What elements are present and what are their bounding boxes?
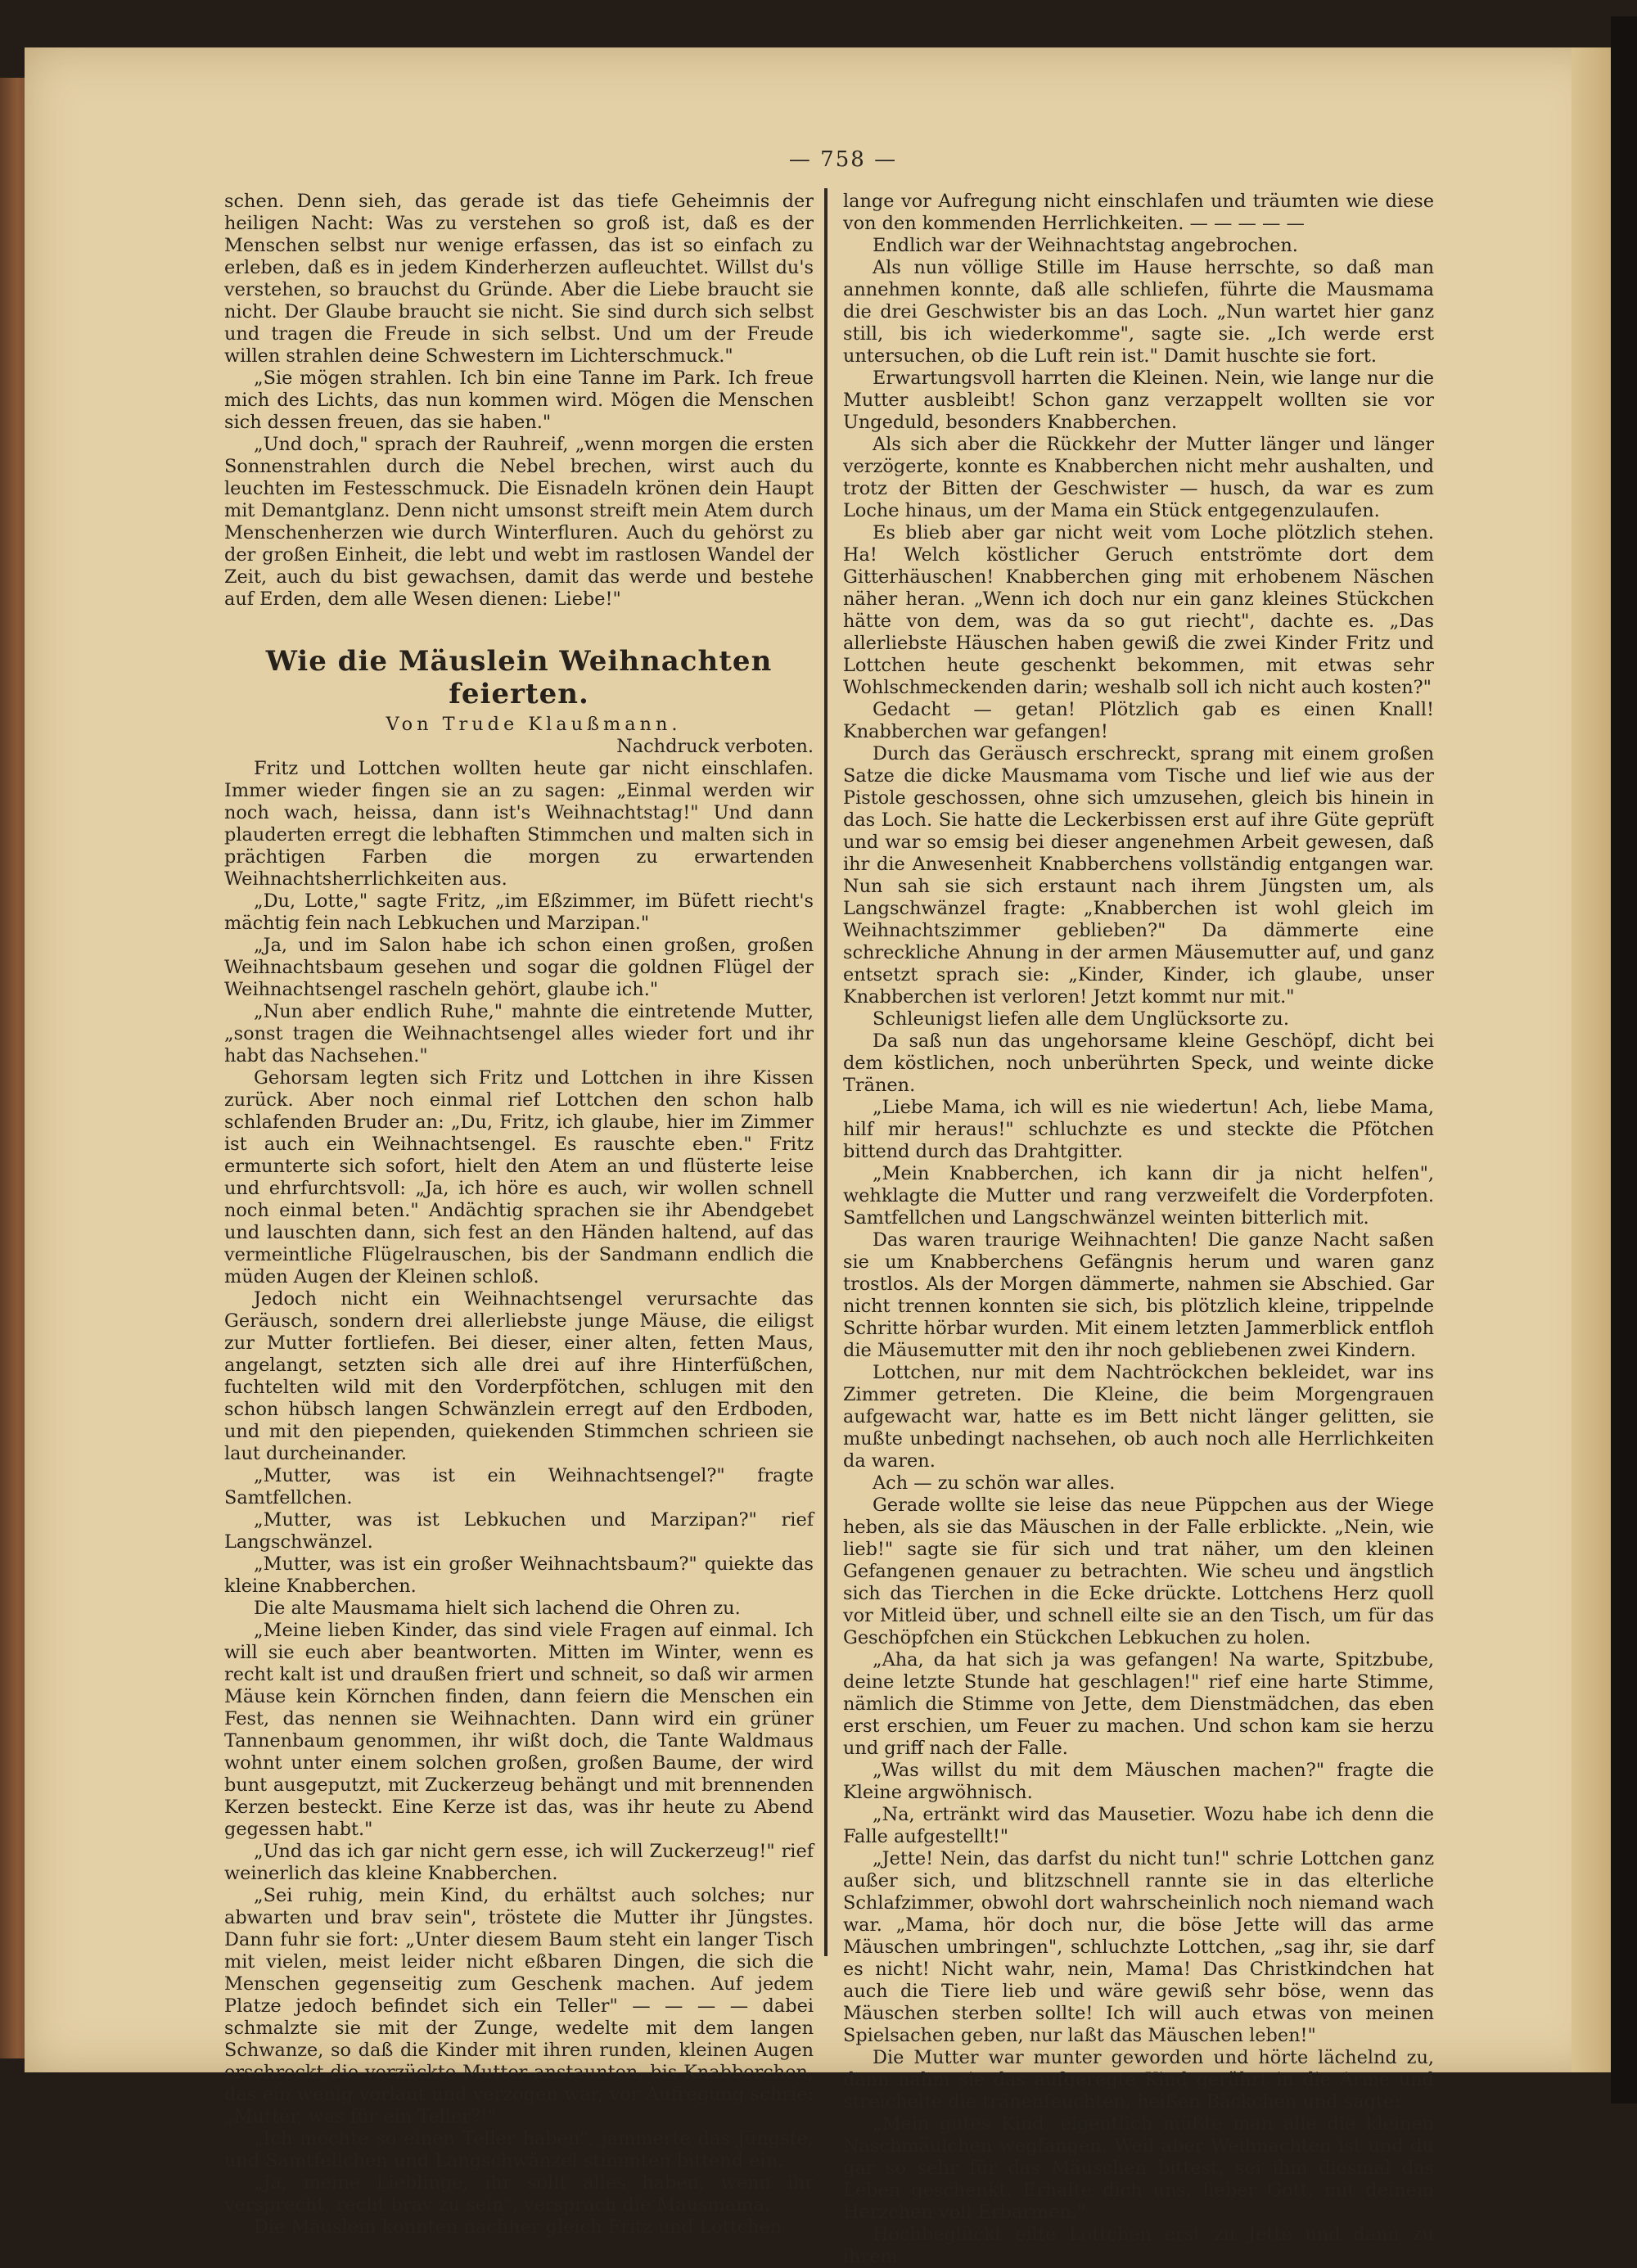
right-paragraph: Das waren traurige Weihnachten! Die ganze Nacht saßen sie um Knabberchens Gefängnis herum und waren ganz trostlos. Als der Morgen dämmerte, nahmen sie Abschied. Gar nicht trennen konnten sie sich, bis plötzlich kleine, trippelnde Schritte hörbar wurden. Mit einem letzten Jammerblick entfloh die Mäusemutter mit den ihr noch gebliebenen zwei Kindern. bbox=[843, 1229, 1434, 1361]
right-paragraph: Lottchen, nur mit dem Nachtröckchen bekleidet, war ins Zimmer getreten. Die Kleine, die beim Morgengrauen aufgewacht war, hatte es im Bett nicht länger gelitten, sie mußte unbedingt nachsehen, ob auch noch alle Herrlichkeiten da waren. bbox=[843, 1362, 1434, 1472]
right-paragraph: „Jette! Nein, das darfst du nicht tun!" schrie Lottchen ganz außer sich, und blitzschnell rannte sie in das elterliche Schlafzimmer, obwohl dort wahrscheinlich noch niemand wach war. „Mama, hör doch nur, die böse Jette will das arme Mäuschen umbringen", schluchzte Lottchen, „sag ihr, sie darf es nicht! Nicht wahr, nein, Mama! Das Christkindchen hat auch die Tiere lieb und wäre gewiß sehr böse, wenn das Mäuschen sterben sollte! Ich will auch etwas von meinen Spielsachen geben, nur laßt das Mäuschen leben!" bbox=[843, 1848, 1434, 2046]
reprint-notice: Nachdruck verboten. bbox=[616, 736, 814, 757]
story-paragraph: Die alte Mausmama hielt sich lachend die Ohren zu. bbox=[254, 1598, 741, 1619]
story-paragraph: „Du, Lotte," sagte Fritz, „im Eßzimmer, im Büfett riecht's mächtig fein nach Lebkuchen und Marzipan." bbox=[224, 891, 814, 934]
page-number: — 758 — bbox=[788, 147, 898, 172]
right-paragraph: Gedacht — getan! Plötzlich gab es einen Knall! Knabberchen war gefangen! bbox=[843, 699, 1434, 742]
story-paragraph: „Mutter, was ist ein Weihnachtsengel?" fragte Samtfellchen. bbox=[224, 1465, 814, 1508]
story-paragraph: „Meine lieben Kinder, das sind viele Fragen auf einmal. Ich will sie euch aber beantworten. Mitten im Winter, wenn es recht kalt ist und draußen friert und schneit, so daß wir armen Mäuse kein Körnchen finden, dann feiern die Menschen ein Fest, das nennen sie Weihnachten. Dann wird ein grüner Tannenbaum genommen, ihr wißt doch, die Tante Waldmaus wohnt unter einem solchen großen, großen Baume, der wird bunt ausgeputzt, mit Zuckerzeug behängt und mit brennenden Kerzen besteckt. Eine Kerze ist das, was ihr heute zu Abend gegessen habt." bbox=[224, 1620, 814, 1840]
book-right-edge bbox=[1611, 16, 1637, 2103]
left-column bbox=[224, 191, 814, 2239]
story-paragraph: Jedoch nicht ein Weihnachtsengel verursachte das Geräusch, sondern drei allerliebste junge Mäuse, die eiligst zur Mutter fortliefen. Bei dieser, einer alten, fetten Maus, angelangt, setzten sich alle drei auf ihre Hinterfüßchen, fuchtelten wild mit den Vorderpfötchen, schlugen mit den schon hübsch langen Schwänzlein erregt auf den Erdboden, und mit den piependen, quiekenden Stimmchen schrieen sie laut durcheinander. bbox=[224, 1288, 814, 1464]
page-edge-strip bbox=[1572, 47, 1611, 2072]
left-paragraph: schen. Denn sieh, das gerade ist das tiefe Geheimnis der heiligen Nacht: Was zu verstehen so groß ist, daß es der Menschen selbst nur wenige erfassen, das ist so einfach zu erleben, daß es in jedem Kinderherzen aufleuchtet. Willst du's verstehen, so brauchst du Gründe. Aber die Liebe braucht sie nicht. Der Glaube braucht sie nicht. Sie sind durch sich selbst und tragen die Freude in sich selbst. Und um der Freude willen strahlen deine Schwestern im Lichterschmuck." bbox=[224, 191, 814, 367]
right-paragraph: Gerade wollte sie leise das neue Püppchen aus der Wiege heben, als sie das Mäuschen in der Falle erblickte. „Nein, wie lieb!" sagte sie für sich und trat näher, um den kleinen Gefangenen genauer zu betrachten. Wie scheu und ängstlich sich das Tierchen in die Ecke drückte. Lottchens Herz quoll vor Mitleid über, und schnell eilte sie an den Tisch, um für das Geschöpfchen ein Stückchen Lebkuchen zu holen. bbox=[843, 1495, 1434, 1648]
left-paragraph: „Und doch," sprach der Rauhreif, „wenn morgen die ersten Sonnenstrahlen durch die Nebel brechen, wirst auch du leuchten im Festesschmuck. Die Eisnadeln krönen dein Haupt mit Demantglanz. Denn nicht umsonst streift mein Atem durch Menschenherzen wie durch Winterfluren. Auch du gehörst zu der großen Einheit, die lebt und webt im rastlosen Wandel der Zeit, auch du bist gewachsen, damit das werde und bestehe auf Erden, dem alle Wesen dienen: Liebe!" bbox=[224, 434, 814, 610]
right-paragraph: „Na, ertränkt wird das Mausetier. Wozu habe ich denn die Falle aufgestellt!" bbox=[843, 1804, 1434, 1847]
right-paragraph: „Mein gutes Kind, eigentlich müßte man alle die kleinen Naschmäulchen wegfangen. Weil aber Weihnachten ist und du gar so sehr für das Mäuschen bittest, sei ihm diesmal das Leben geschenkt. Erhalte dich uns, lieber Gott, mit deinem Herzchen voll Erbarmen." bbox=[843, 2113, 1434, 2223]
right-paragraph: „Was willst du mit dem Mäuschen machen?" fragte die Kleine argwöhnisch. bbox=[843, 1760, 1434, 1803]
story-title: Wie die Mäuslein Weihnachten feierten. bbox=[265, 645, 773, 710]
column-divider bbox=[824, 188, 828, 1956]
right-paragraph: Die Mutter war munter geworden und hörte lächelnd zu, dann nahm sie das aufgeregte Kind gerührt in die Arme und streichelte die tränenfeuchten, heißen Bäckchen und sagte: bbox=[843, 2047, 1434, 2112]
right-column bbox=[843, 191, 1434, 2268]
story-paragraph: „Ja, und im Salon habe ich schon einen großen, großen Weihnachtsbaum gesehen und sogar die goldnen Flügel der Weihnachtsengel rascheln gehört, glaube ich." bbox=[224, 935, 814, 1000]
story-paragraph: „Sei ruhig, mein Kind, du erhältst auch solches; nur abwarten und brav sein", tröstete die Mutter ihr Jüngstes. Dann fuhr sie fort: „Unter diesem Baum steht ein langer Tisch mit vielen, meist leider nicht eßbaren Dingen, die sich die Menschen gegenseitig zum Geschenk machen. Auf jedem Platze jedoch befindet sich ein Teller" — — — — dabei schmalzte sie mit der Zunge, wedelte mit dem langen Schwanze, so daß die Kinder mit ihren runden, kleinen Augen erschreckt die verzückte Mutter anstaunten, bis Knabberchen, das ein wenig vorlaut und verzogen war, vor Aufregung schrie: „Mutter, was für ein Teller?!" bbox=[224, 1885, 814, 2127]
story-paragraph: Die Mäuslein konnten nachher gleich Fritz und Lottchen bbox=[254, 2216, 782, 2238]
right-paragraph: Ach — zu schön war alles. bbox=[873, 1472, 1116, 1494]
story-paragraph: Gehorsam legten sich Fritz und Lottchen in ihre Kissen zurück. Aber noch einmal rief Lottchen den schon halb schlafenden Bruder an: „Du, Fritz, ich glaube, hier im Zimmer ist auch ein Weihnachtsengel. Es rauschte eben." Fritz ermunterte sich sofort, hielt den Atem an und flüsterte leise und ehrfurchtsvoll: „Ja, ich höre es auch, wir wollen schnell noch einmal beten." Andächtig sprachen sie ihr Abendgebet und lauschten dann, sich fest an den Händen haltend, auf das vermeintliche Flügelrauschen, bis der Sandmann endlich die müden Augen der Kleinen schloß. bbox=[224, 1067, 814, 1287]
right-paragraph: Als sich aber die Rückkehr der Mutter länger und länger verzögerte, konnte es Knabberchen nicht mehr aushalten, und trotz der Bitten der Geschwister — husch, da war es zum Loche hinaus, um der Mama ein Stück entgegenzulaufen. bbox=[843, 434, 1434, 521]
right-paragraph: Es blieb aber gar nicht weit vom Loche plötzlich stehen. Ha! Welch köstlicher Geruch entströmte dort dem Gitterhäuschen! Knabberchen ging mit erhobenem Näschen näher heran. „Wenn ich doch nur ein ganz kleines Stückchen hätte von dem, was da so gut riecht", dachte es. „Das allerliebste Häuschen haben gewiß die zwei Kinder Fritz und Lottchen heute geschenkt bekommen, mit etwas sehr Wohlschmeckenden darin; weshalb soll ich nicht auch kosten?" bbox=[843, 522, 1434, 698]
story-paragraph: „Ja, meine Lieblinge, ihr sollt alles haben, wenn ihr versprecht, recht brav zu sein", versprach die Mausmama. bbox=[224, 2172, 814, 2216]
story-paragraph: „Ich möchte so einen Teller haben", jammerte das Jüngste, und Samtfellchen und Langschwänzel stimmten bittend ein. bbox=[224, 2128, 814, 2171]
story-paragraph: „Mutter, was ist Lebkuchen und Marzipan?" rief Langschwänzel. bbox=[224, 1509, 814, 1553]
story-paragraph: „Und das ich gar nicht gern esse, ich will Zuckerzeug!" rief weinerlich das kleine Knabberchen. bbox=[224, 1841, 814, 1884]
story-paragraph: „Mutter, was ist ein großer Weihnachtsbaum?" quiekte das kleine Knabberchen. bbox=[224, 1553, 814, 1597]
right-paragraph: Erwartungsvoll harrten die Kleinen. Nein, wie lange nur die Mutter ausbleibt! Schon ganz verzappelt wollten sie vor Ungeduld, besonders Knabberchen. bbox=[843, 367, 1434, 433]
right-paragraph: Da saß nun das ungehorsame kleine Geschöpf, dicht bei dem köstlichen, noch unberührten Speck, und weinte dicke Tränen. bbox=[843, 1030, 1434, 1096]
right-paragraph: Schleunigst liefen alle dem Unglücksorte zu. bbox=[873, 1008, 1289, 1030]
right-paragraph: Endlich war der Weihnachtstag angebrochen. bbox=[873, 235, 1298, 256]
story-paragraph: „Nun aber endlich Ruhe," mahnte die eintretende Mutter, „sonst tragen die Weihnachtsengel alles wieder fort und ihr habt das Nachsehen." bbox=[224, 1001, 814, 1066]
right-paragraph: Durch das Geräusch erschreckt, sprang mit einem großen Satze die dicke Mausmama vom Tische und lief wie aus der Pistole geschossen, ohne sich umzusehen, gleich bis hinein in das Loch. Sie hatte die Leckerbissen erst auf ihre Güte geprüft und war so emsig bei dieser angenehmen Arbeit gewesen, daß ihr die Anwesenheit Knabberchens vollständig entgangen war. Nun sah sie sich erstaunt nach ihrem Jüngsten um, als Langschwänzel fragte: „Knabberchen ist wohl gleich im Weihnachtszimmer geblieben?" Da dämmerte eine schreckliche Ahnung in der armen Mäusemutter auf, und ganz entsetzt sprach sie: „Kinder, Kinder, ich glaube, unser Knabberchen ist verloren! Jetzt kommt nur mit." bbox=[843, 743, 1434, 1008]
right-paragraph: Hochbeglückt eilte Lottchen erst zu Jette und dann zu ihrem bbox=[843, 2224, 1434, 2267]
right-paragraph: lange vor Aufregung nicht einschlafen und träumten wie diese von den kommenden Herrlichkeiten. — — — — — bbox=[843, 191, 1434, 234]
right-paragraph: Als nun völlige Stille im Hause herrschte, so daß man annehmen konnte, daß alle schliefen, führte die Mausmama die drei Geschwister bis an das Loch. „Nun wartet hier ganz still, bis ich wiederkomme", sagte sie. „Ich werde erst untersuchen, ob die Luft rein ist." Damit huschte sie fort. bbox=[843, 257, 1434, 367]
right-paragraph: „Aha, da hat sich ja was gefangen! Na warte, Spitzbube, deine letzte Stunde hat geschlagen!" rief eine harte Stimme, nämlich die Stimme von Jette, dem Dienstmädchen, das eben erst erschien, um Feuer zu machen. Und schon kam sie herzu und griff nach der Falle. bbox=[843, 1649, 1434, 1759]
story-byline: Von Trude Klaußmann. bbox=[386, 714, 682, 735]
right-paragraph: „Mein Knabberchen, ich kann dir ja nicht helfen", wehklagte die Mutter und rang verzweifelt die Vorderpfoten. Samtfellchen und Langschwänzel weinten bitterlich mit. bbox=[843, 1163, 1434, 1229]
right-paragraph: „Liebe Mama, ich will es nie wiedertun! Ach, liebe Mama, hilf mir heraus!" schluchzte es und steckte die Pfötchen bittend durch das Drahtgitter. bbox=[843, 1097, 1434, 1162]
left-paragraph: „Sie mögen strahlen. Ich bin eine Tanne im Park. Ich freue mich des Lichts, das nun kommen wird. Mögen die Menschen sich dessen freuen, das sie haben." bbox=[224, 367, 814, 433]
story-paragraph: Fritz und Lottchen wollten heute gar nicht einschlafen. Immer wieder fingen sie an zu sagen: „Einmal werden wir noch wach, heissa, dann ist's Weihnachtstag!" Und dann plauderten erregt die lebhaften Stimmchen und malten sich in prächtigen Farben die morgen zu erwartenden Weihnachtsherrlichkeiten aus. bbox=[224, 758, 814, 890]
